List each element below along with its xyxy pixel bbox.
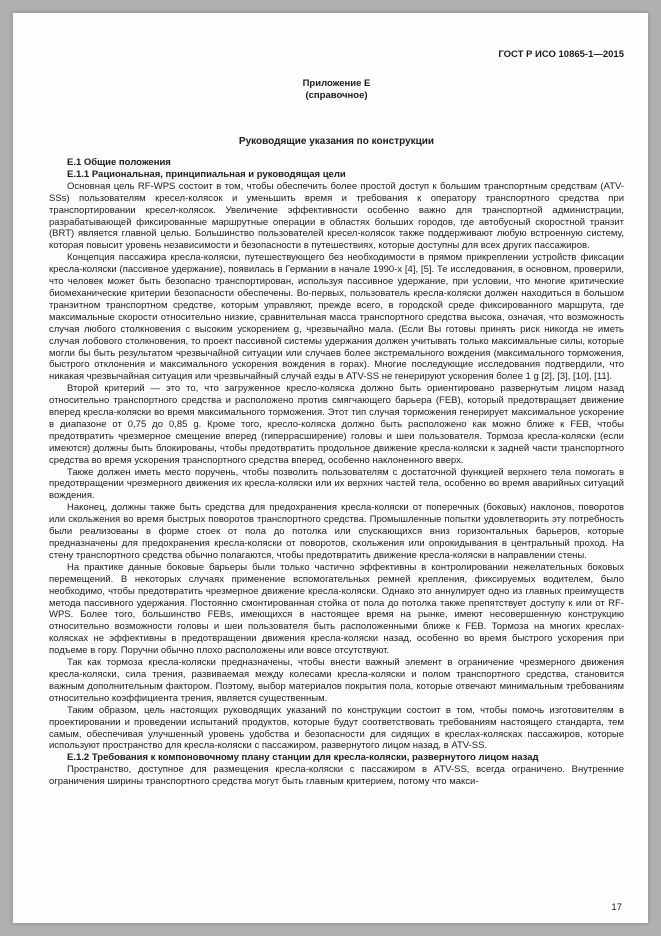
section-heading-e1: Е.1 Общие положения [67, 157, 171, 168]
section-heading-e12: Е.1.2 Требования к компоновочному плану станции для кресла-коляски, развернутого лицом назад [67, 752, 539, 764]
document-body [49, 157, 624, 788]
paragraph: На практике данные боковые барьеры были только частично эффективны в контролировании нежелательных боковых перемещений. В некоторых случаях применение вспомогательных ремней крепления, фиксируемых водителем, было необходимо, чтобы предотвратить чрезмерное движение кресла-коляски. Однако это аннулирует одно из главных преимуществ метода пассивного удержания. Постоянно смонтированная стойка от пола до потолка также препятствует доступу к или от RF-WPS. Более того, большинство FEBs, имеющихся в настоящее время на рынке, имеют несовершенную конструкцию относительно возможности головы и шеи пользователя быть расположенными ближе к FEB. Тормоза на многих креслах-колясках не эффективны в предотвращении движения кресла-коляски назад, особенно во время быстрого ускорения при подъеме в гору. Поручни обычно плохо расположены или вовсе отсутствуют. [49, 561, 624, 657]
paragraph: Основная цель RF-WPS состоит в том, чтобы обеспечить более простой доступ к большим транспортным средствам (ATV-SSs) пользователям кресел-колясок и уменьшить время и требования к оператору транспортного средства при транспортировании кресел-колясок. Увеличение эффективности особенно важно для транспортной администрации, разрабатывающей фиксированные маршрутные операции в областях больших городов, где автобусный скоростной транзит (BRT) является главной целью. Большинство пользователей кресел-колясок также поддерживают любую встроенную систему, которая повысит уровень независимости и безопасности в путешествиях, которые доступны для всех других пассажиров. [49, 180, 624, 252]
paragraph: Концепция пассажира кресла-коляски, путешествующего без необходимости в прямом прикреплении устройств фиксации кресла-коляски (пассивное удержание), появилась в Германии в начале 1990-х [4], [5]. Те исследования, в основном, проверили, что человек может быть безопасно транспортирован, используя пассивное удержание, при условии, что многие критические биомеханические критерии безопасности обеспечены. Во-первых, пользователь кресла-коляски должен находиться в большом транзитном транспортном средстве, которым управляют, прежде всего, в городской среде фиксированного маршрута, где максимальные скорости относительно низкие, сравнительная масса транспортного средства высока, означая, что возможность случая любого столкновения с высоким ускорением g, чрезвычайно мала. (Если Вы готовы принять риск никогда не иметь случая лобового столкновения, то проект пассивной системы удержания должен учитывать только максимальные силы, которые могли бы быть результатом чрезвычайной ситуации или случаев более экстремального вождения (максимального торможения, быстрого отклонения и максимального ускорения вождения в горах). Многие последующие исследования подтвердили, что никакая чрезвычайная ситуация или чрезвычайный случай езды в ATV-SS не генерируют ускорения более 1 g [2], [3], [10], [11]. [49, 252, 624, 383]
section-heading-e11: Е.1.1 Рациональная, принципиальная и руководящая цели [67, 168, 346, 180]
page-number: 17 [611, 902, 622, 913]
document-page [13, 13, 648, 923]
standard-code-header: ГОСТ Р ИСО 10865-1—2015 [498, 49, 624, 60]
paragraph: Пространство, доступное для размещения кресла-коляски с пассажиром в ATV-SS, всегда ограничено. Внутренние ограничения ширины транспортного средства могут быть главным критерием, потому что макси- [49, 764, 624, 788]
paragraph: Таким образом, цель настоящих руководящих указаний по конструкции состоит в том, чтобы помочь изготовителям в проектировании и проведении испытаний продуктов, которые будут соответствовать требованиям настоящего стандарта, тем самым, обеспечивая улучшенный уровень удобства и безопасности для сидящих в креслах-колясках пассажиров, которые используют пространство для кресла-коляски с пассажиром, развернутого лицом назад, в ATV-SS. [49, 704, 624, 752]
paragraph: Второй критерий — это то, что загруженное кресло-коляска должно быть ориентировано развернутым лицом назад относительно транспортного средства и расположено против смягчающего барьера (FEB), который предотвращает движение вперед кресла-коляски во время максимального торможения. Этот тип случая торможения генерирует максимальное ускорение в диапазоне от 0,75 до 0,85 g. Кроме того, кресло-коляска должно быть расположено как можно ближе к FEB, чтобы предотвратить чрезмерное смещение вперед (гиперрасширение) головы и шеи пользователя. Тормоза кресла-коляски (если имеются) должны быть блокированы, чтобы предотвратить продольное движение кресла-коляски к задней части транспортного средства во время ускорения транспортного средства вперед, особенно наклоненного вверх. [49, 383, 624, 466]
paragraph: Наконец, должны также быть средства для предохранения кресла-коляски от поперечных (боковых) наклонов, поворотов или скольжения во время быстрых поворотов транспортного средства. Промышленные попытки удовлетворить эту потребность были реализованы в форме стоек от пола до потолка или спускающихся вниз горизонтальных барьеров, которые предназначены для предохранения кресла-коляски от поворотов, скольжения или опрокидывания в центральный проход. На стену транспортного средства обычно полагаются, чтобы предотвратить движение кресла-коляски в направлении стены. [49, 502, 624, 561]
paragraph: Также должен иметь место поручень, чтобы позволить пользователям с достаточной функцией верхнего тела помогать в предотвращении чрезмерного движения их кресла-коляски или их верхних частей тела, особенно во время аварийных ситуаций вождения. [49, 466, 624, 502]
page-title: Руководящие указания по конструкции [238, 136, 435, 147]
paragraph: Так как тормоза кресла-коляски предназначены, чтобы внести важный элемент в ограничение чрезмерного движения кресла-коляски, сила трения, развиваемая между колесами кресла-коляски и полом транспортного средства, становится важным дополнительным фактором. Поэтому, выбор материалов покрытия пола, которые отвечают минимальным требованиям относительно коэффициента трения, является существенным. [49, 657, 624, 704]
annex-label: Приложение Е [302, 78, 371, 89]
annex-type-label: (справочное) [305, 90, 368, 101]
